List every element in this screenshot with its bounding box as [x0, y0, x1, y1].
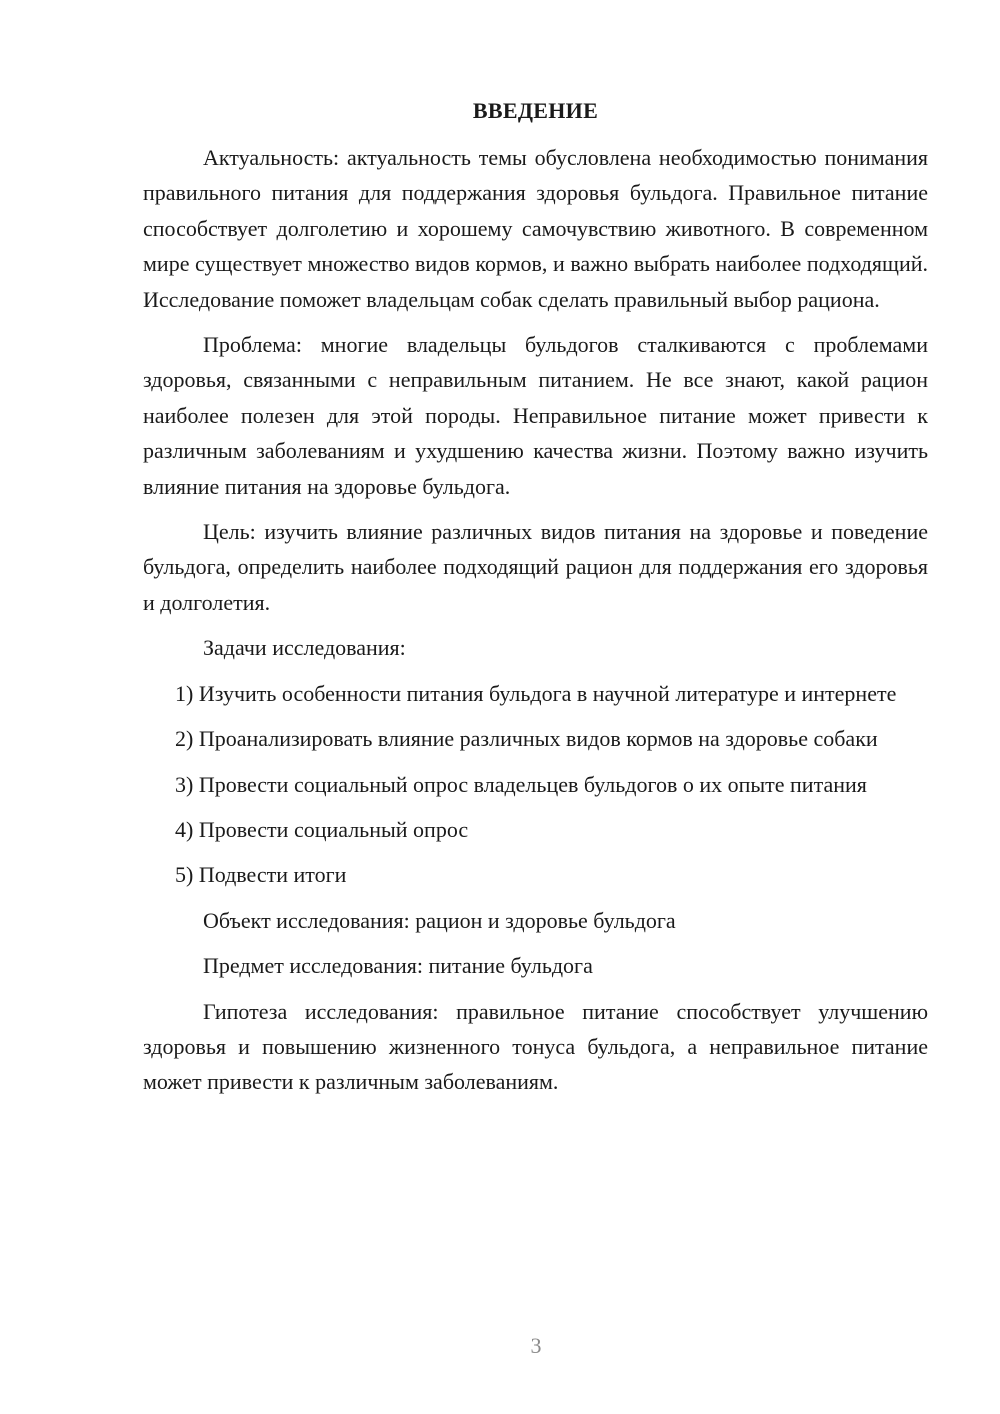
hypothesis-paragraph: Гипотеза исследования: правильное питание способствует улучшению здоровья и повышению жизненного тонуса бульдога, а неправильное питание может привести к различным заболеваниям. [143, 998, 928, 1095]
problem-paragraph: Проблема: многие владельцы бульдогов сталкиваются с проблемами здоровья, связанными с неправильным питанием. Не все знают, какой рацион наиболее полезен для этой породы. Неправильное питание может привести к различным заболеваниям и ухудшению качества жизни. Поэтому важно изучить влияние питания на здоровье бульдога. [143, 332, 928, 499]
research-object: Объект исследования: рацион и здоровье бульдога [203, 907, 676, 933]
task-item: 2) Проанализировать влияние различных видов кормов на здоровье собаки [175, 726, 878, 752]
section-heading: ВВЕДЕНИЕ [472, 98, 599, 123]
relevance-paragraph: Актуальность: актуальность темы обусловлена необходимостью понимания правильного питания для поддержания здоровья бульдога. Правильное питание способствует долголетию и хорошему самочувствию животного. В современном мире существует множество видов кормов, и важно выбрать наиболее подходящий. Исследование поможет владельцам собак сделать правильный выбор рациона. [143, 145, 928, 312]
page-number: 3 [530, 1333, 542, 1358]
tasks-title: Задачи исследования: [203, 635, 406, 661]
research-subject: Предмет исследования: питание бульдога [203, 953, 593, 979]
task-item: 3) Провести социальный опрос владельцев бульдогов о их опыте питания [175, 771, 867, 797]
task-item: 1) Изучить особенности питания бульдога в научной литературе и интернете [175, 680, 897, 706]
document-page [143, 95, 928, 1100]
task-item: 4) Провести социальный опрос [175, 816, 469, 842]
goal-paragraph: Цель: изучить влияние различных видов питания на здоровье и поведение бульдога, определить наиболее подходящий рацион для поддержания его здоровья и долголетия. [143, 519, 928, 615]
task-item: 5) Подвести итоги [175, 862, 347, 888]
